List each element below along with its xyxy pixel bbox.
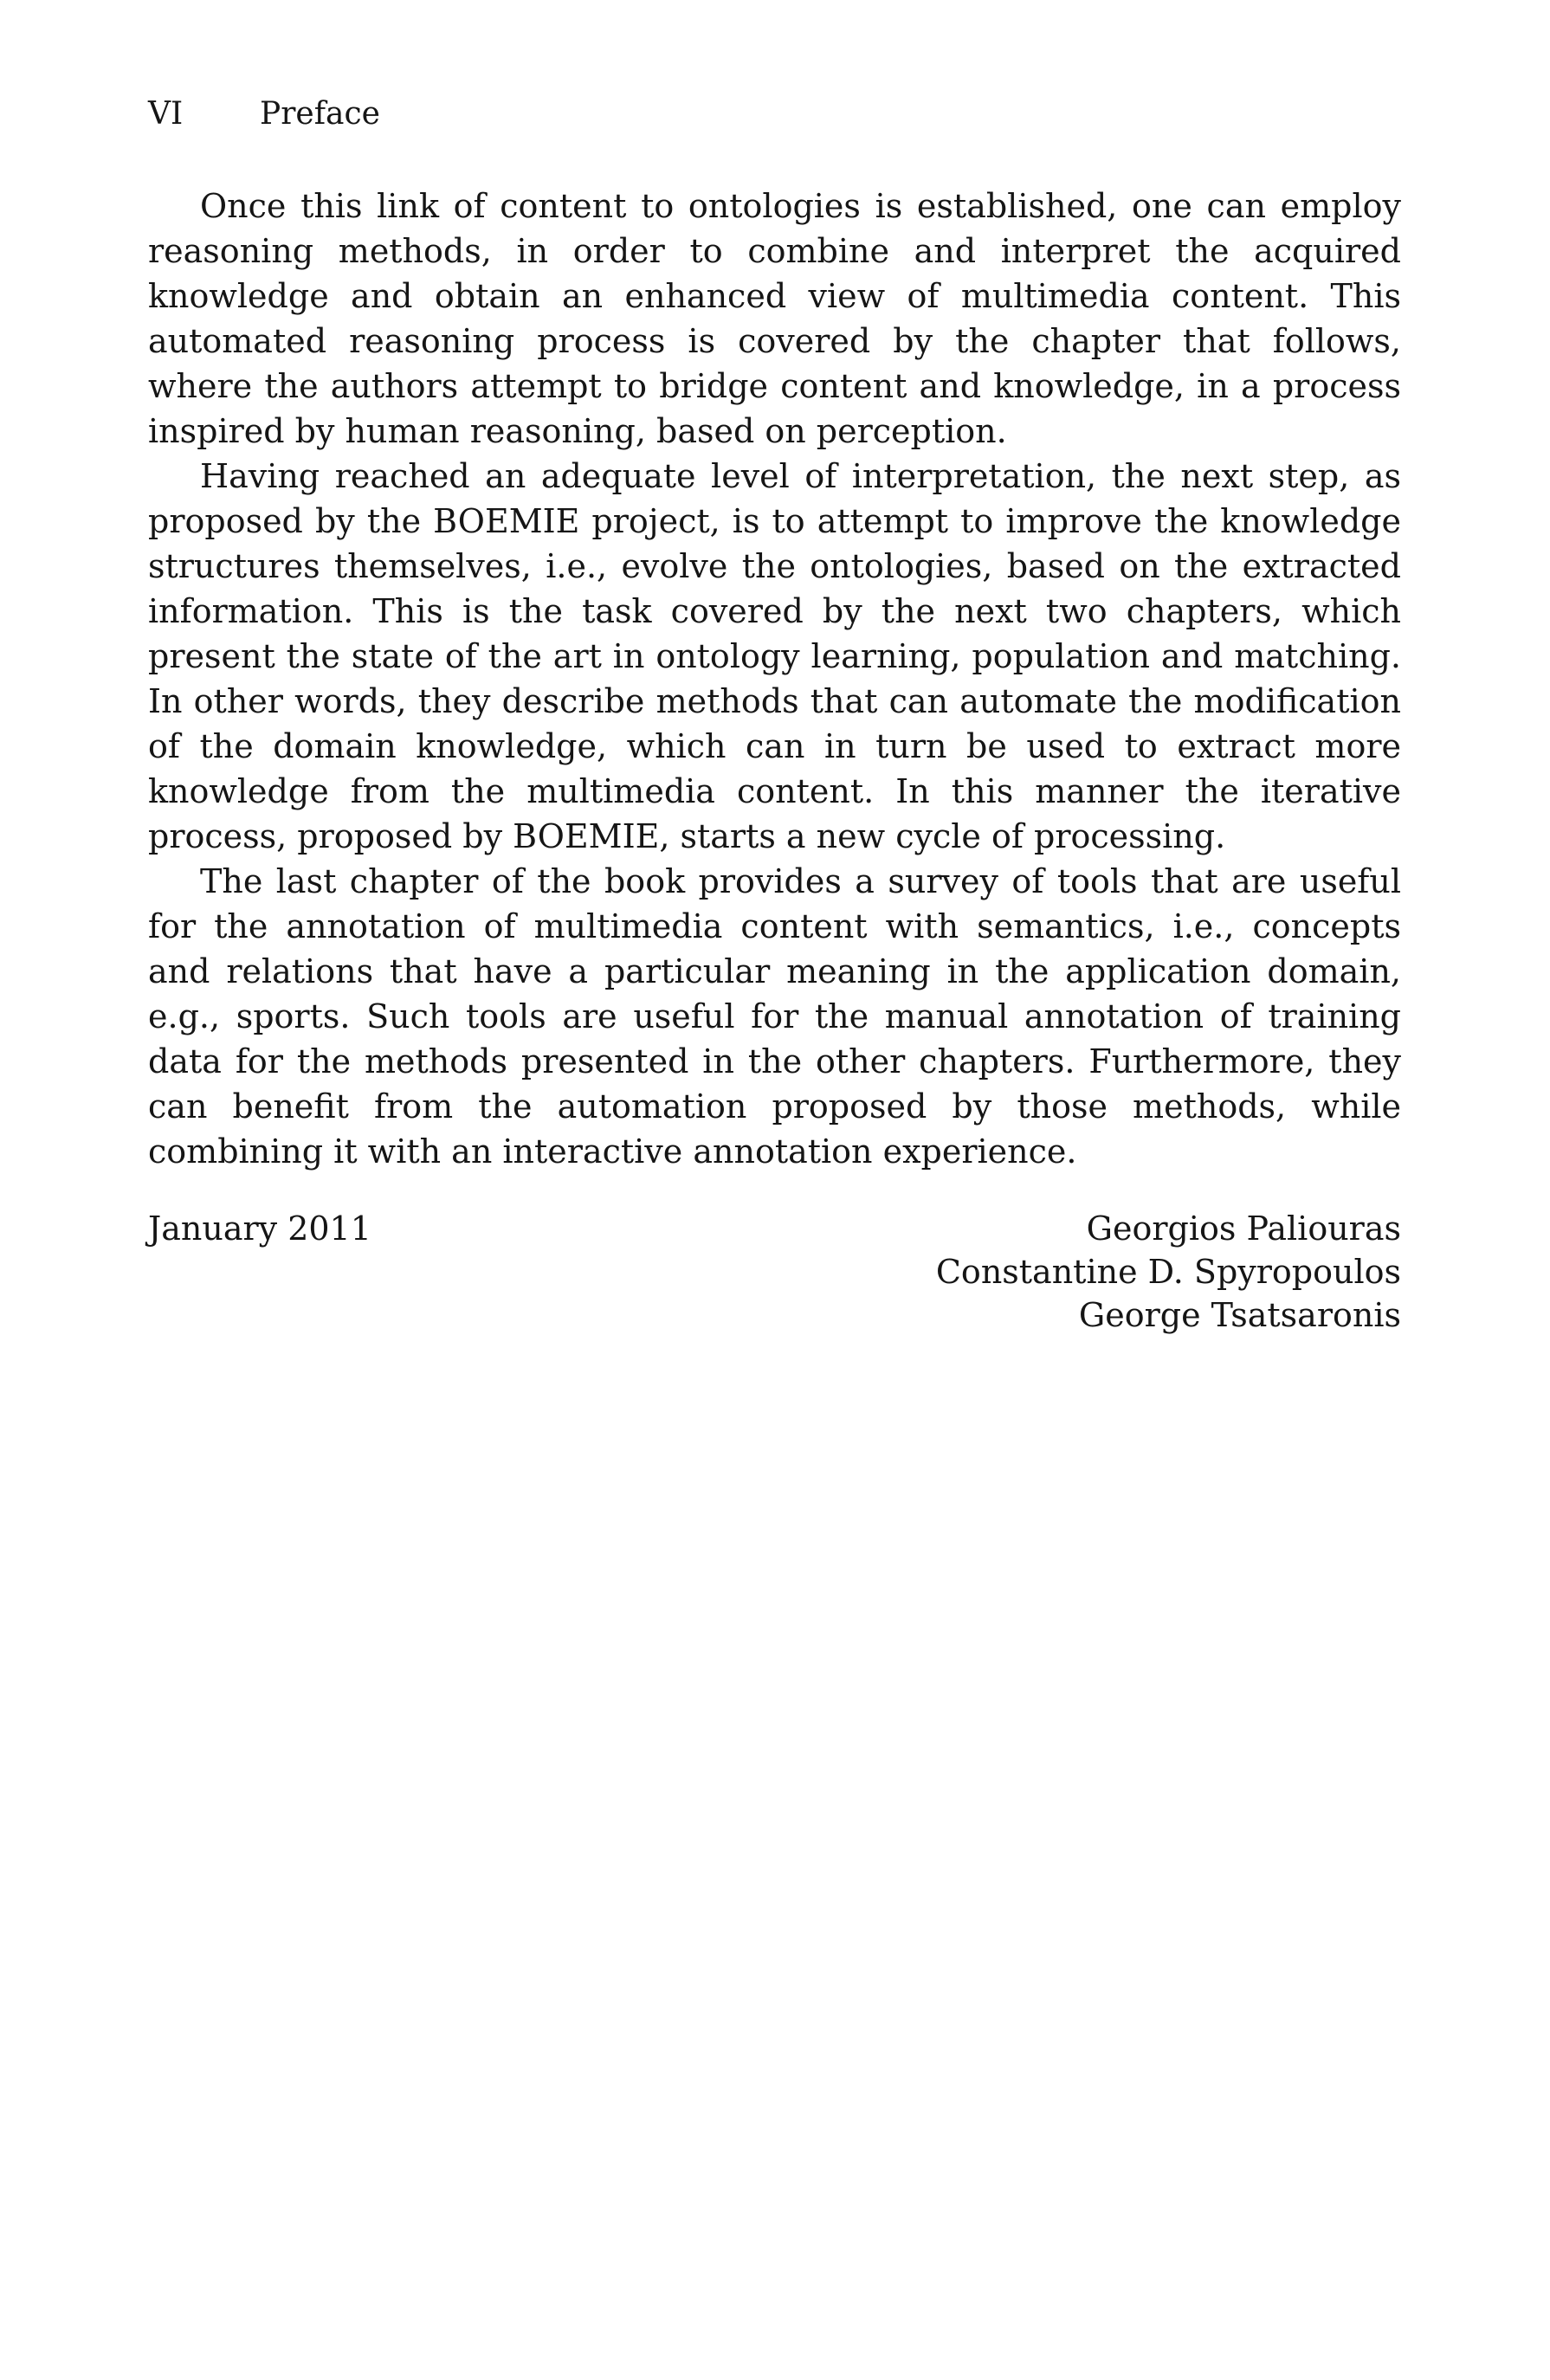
preface-body xyxy=(148,184,1401,1174)
author-list xyxy=(936,1207,1401,1337)
signature-date: January 2011 xyxy=(148,1209,371,1248)
running-head xyxy=(148,92,380,137)
running-head-title: Preface xyxy=(260,96,380,132)
author-name: George Tsatsaronis xyxy=(1078,1296,1401,1334)
paragraph: Having reached an adequate level of interpretation, the next step, as proposed by the BOEMIE project, is to attempt to improve the knowledge structures themselves, i.e., evolve the ontologies, based on the extracted information. This is the task covered by the next two chapters, which present the state of the art in ontology learning, population and matching. In other words, they describe methods that can automate the modification of the domain knowledge, which can in turn be used to extract more knowledge from the multimedia content. In this manner the iterative process, proposed by BOEMIE, starts a new cycle of processing. xyxy=(148,457,1401,855)
page-number: VI xyxy=(148,96,184,132)
paragraph: The last chapter of the book provides a survey of tools that are useful for the annotation of multimedia content with semantics, i.e., concepts and relations that have a particular meaning in the application domain, e.g., sports. Such tools are useful for the manual annotation of training data for the methods presented in the other chapters. Furthermore, they can benefit from the automation proposed by those methods, while combining it with an interactive annotation experience. xyxy=(148,862,1401,1171)
author-name: Georgios Paliouras xyxy=(1086,1209,1401,1248)
paragraph: Once this link of content to ontologies is established, one can employ reasoning methods, in order to combine and interpret the acquired knowledge and obtain an enhanced view of multimedia content. This automated reasoning process is covered by the chapter that follows, where the authors attempt to bridge content and knowledge, in a process inspired by human reasoning, based on perception. xyxy=(148,187,1401,450)
author-name: Constantine D. Spyropoulos xyxy=(935,1253,1401,1291)
